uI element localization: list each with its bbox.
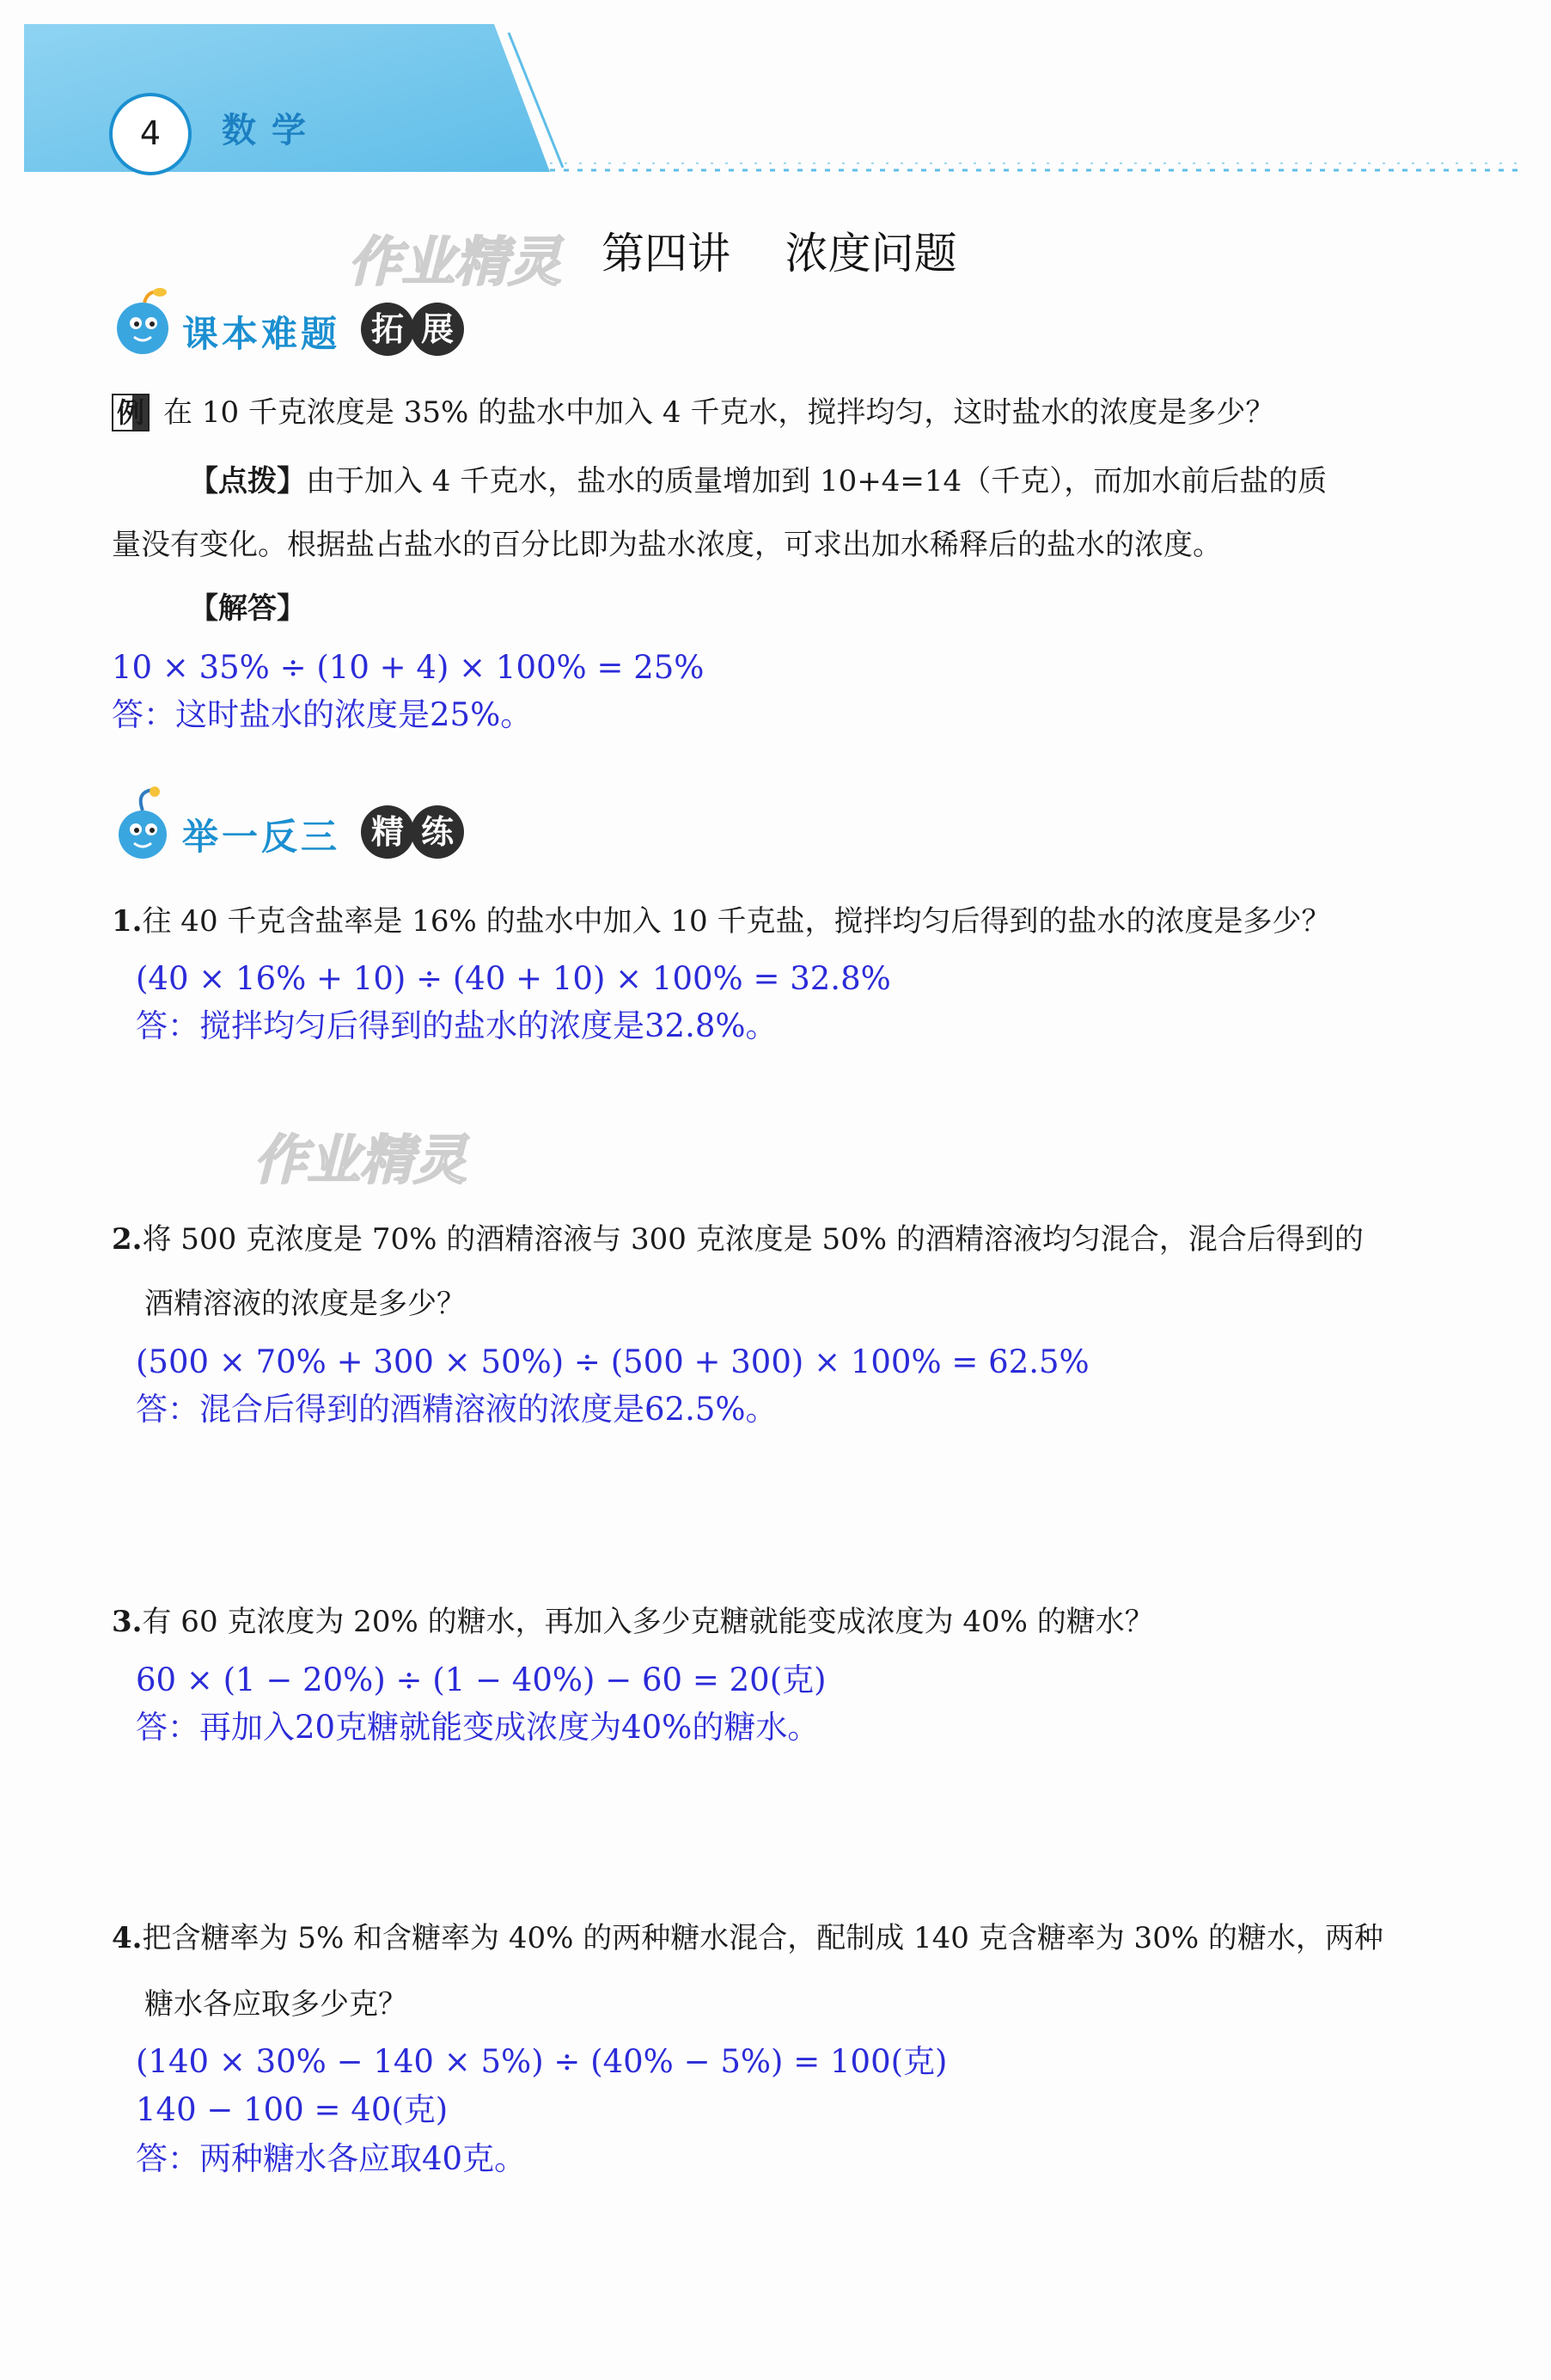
example-label: 例 — [112, 394, 150, 431]
problem-3-answer: 答：再加入20克糖就能变成浓度为40%的糖水。 — [136, 1709, 820, 1746]
subject-label: 数学 — [222, 111, 321, 150]
section-title-textbook: 课本难题 — [182, 313, 341, 355]
example-answer: 答：这时盐水的浓度是25%。 — [112, 696, 533, 733]
problem-2-text: 将 500 克浓度是 70% 的酒精溶液与 300 克浓度是 50% 的酒精溶液均匀混合，混合后得到的 — [142, 1222, 1364, 1257]
watermark: 作业精灵 — [348, 230, 562, 293]
mascot-icon — [110, 284, 179, 370]
section-title-practice: 举一反三 — [182, 816, 341, 858]
section-badge-3: 精 — [361, 805, 414, 859]
problem-1-number: 1. — [112, 904, 143, 939]
problem-2-formula: (500 × 70% + 300 × 50%) ÷ (500 + 300) × 100% = 62.5% — [136, 1343, 1090, 1380]
problem-1-formula: (40 × 16% + 10) ÷ (40 + 10) × 100% = 32.8% — [136, 960, 891, 997]
mascot-icon — [110, 786, 179, 872]
problem-2-number: 2. — [112, 1222, 143, 1257]
problem-2-question-line2: 酒精溶液的浓度是多少？ — [144, 1287, 466, 1321]
problem-4-question-line2: 糖水各应取多少克？ — [144, 1987, 407, 2022]
answer-label: 【解答】 — [189, 591, 306, 626]
problem-3-formula: 60 × (1 − 20%) ÷ (1 − 40%) − 60 = 20(克) — [136, 1661, 827, 1698]
example-question — [112, 394, 1274, 431]
problem-4-number: 4. — [112, 1921, 143, 1955]
example-hint-line2: 量没有变化。根据盐占盐水的百分比即为盐水浓度，可求出加水稀释后的盐水的浓度。 — [112, 528, 1222, 562]
problem-3-text: 有 60 克浓度为 20% 的糖水，再加入多少克糖就能变成浓度为 40% 的糖水？ — [142, 1605, 1154, 1639]
example-hint-line1 — [189, 462, 1327, 500]
problem-4-formula-2: 140 − 100 = 40(克) — [136, 2091, 449, 2128]
section-banner-practice — [110, 786, 505, 881]
problem-3-number: 3. — [112, 1605, 143, 1639]
problem-4-question-line1 — [112, 1919, 1383, 1957]
problem-3-question — [112, 1603, 1154, 1641]
section-banner-textbook — [110, 284, 505, 378]
problem-2-question-line1 — [112, 1221, 1364, 1258]
problem-1-text: 往 40 千克含盐率是 16% 的盐水中加入 10 千克盐，搅拌均匀后得到的盐水的浓度是多少？ — [142, 904, 1331, 939]
problem-4-formula-1: (140 × 30% − 140 × 5%) ÷ (40% − 5%) = 100(克) — [136, 2043, 948, 2080]
watermark: 作业精灵 — [253, 1129, 467, 1191]
section-badge-4: 练 — [411, 805, 464, 859]
problem-4-answer: 答：两种糖水各应取40克。 — [136, 2140, 527, 2177]
section-badge-1: 拓 — [361, 303, 414, 356]
page-number: 4 — [109, 93, 192, 175]
hint-text-1: 由于加入 4 千克水，盐水的质量增加到 10+4=14（千克），而加水前后盐的质 — [306, 464, 1328, 499]
problem-1-answer: 答：搅拌均匀后得到的盐水的浓度是32.8%。 — [136, 1007, 778, 1044]
problem-4-text: 把含糖率为 5% 和含糖率为 40% 的两种糖水混合，配制成 140 克含糖率为 30% 的糖水，两种 — [142, 1921, 1383, 1955]
lesson-title: 第四讲 浓度问题 — [601, 229, 957, 278]
problem-2-answer: 答：混合后得到的酒精溶液的浓度是62.5%。 — [136, 1391, 778, 1428]
section-badge-2: 展 — [411, 303, 464, 356]
problem-1-question — [112, 902, 1330, 940]
hint-label: 【点拨】 — [189, 464, 306, 499]
example-formula: 10 × 35% ÷ (10 + 4) × 100% = 25% — [112, 649, 705, 686]
example-question-text: 在 10 千克浓度是 35% 的盐水中加入 4 千克水，搅拌均匀，这时盐水的浓度是多少？ — [163, 395, 1275, 430]
